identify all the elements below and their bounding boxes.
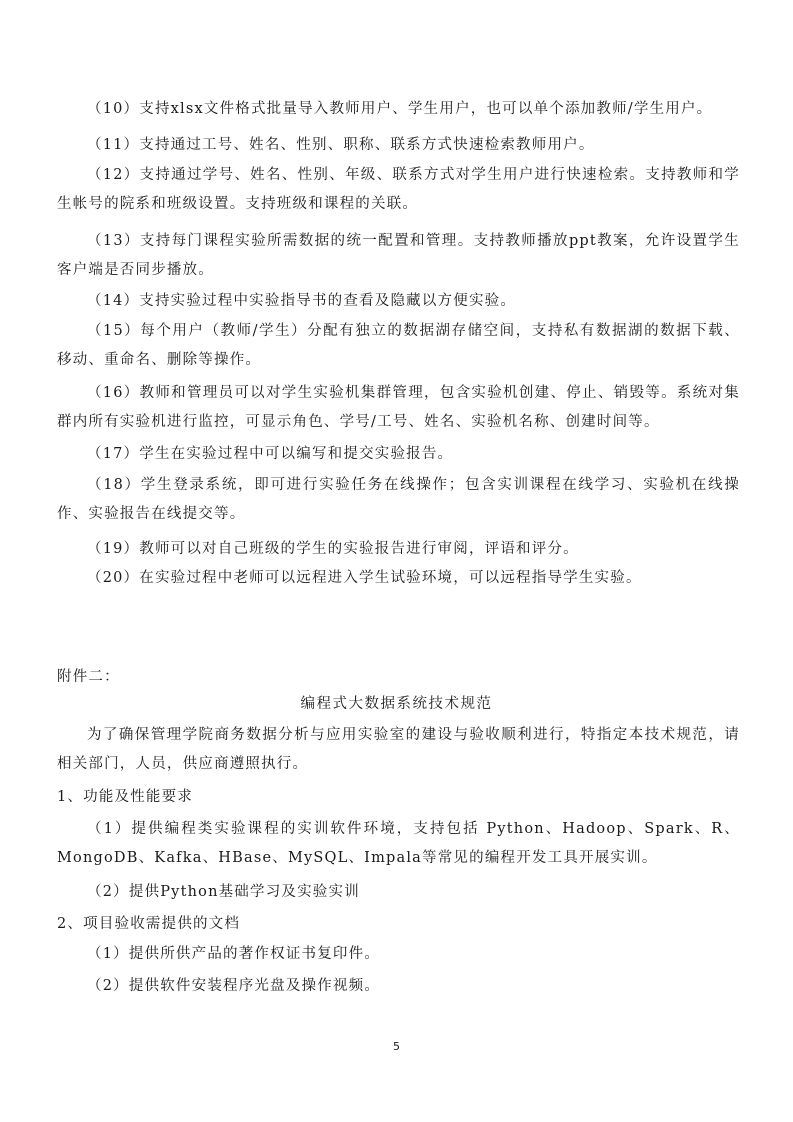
item-14: （14）支持实验过程中实验指导书的查看及隐藏以方便实验。 — [87, 293, 517, 309]
item-19: （19）教师可以对自己班级的学生的实验报告进行审阅，评语和评分。 — [87, 541, 579, 557]
section-2-heading: 2、项目验收需提供的文档 — [57, 916, 241, 932]
section-1-heading: 1、功能及性能要求 — [57, 789, 194, 805]
item-13: （13）支持每门课程实验所需数据的统一配置和管理。支持教师播放ppt教案，允许设置学生客户端是否同步播放。 — [57, 233, 740, 278]
section-2-item-1: （1）提供所供产品的著作权证书复印件。 — [87, 946, 381, 962]
item-11: （11）支持通过工号、姓名、性别、职称、联系方式快速检索教师用户。 — [87, 137, 595, 153]
section-1-item-1: （1）提供编程类实验课程的实训软件环境，支持包括 Python、Hadoop、Spark、R、MongoDB、Kafka、HBase、MySQL、Impala等常见的编程开发工具开展实训。 — [57, 821, 740, 866]
section-2-item-2: （2）提供软件安装程序光盘及操作视频。 — [87, 978, 381, 994]
attachment-intro: 为了确保管理学院商务数据分析与应用实验室的建设与验收顺利进行，特指定本技术规范，请相关部门，人员，供应商遵照执行。 — [57, 727, 740, 772]
section-1-item-2: （2）提供Python基础学习及实验实训 — [87, 884, 360, 900]
page-number: 5 — [393, 1040, 400, 1053]
attachment-title: 编程式大数据系统技术规范 — [300, 696, 493, 712]
item-16: （16）教师和管理员可以对学生实验机集群管理，包含实验机创建、停止、销毁等。系统对集群内所有实验机进行监控，可显示角色、学号/工号、姓名、实验机名称、创建时间等。 — [57, 385, 740, 430]
item-10: （10）支持xlsx文件格式批量导入教师用户、学生用户，也可以单个添加教师/学生用户。 — [87, 101, 713, 117]
item-12: （12）支持通过学号、姓名、性别、年级、联系方式对学生用户进行快速检索。支持教师和学生帐号的院系和班级设置。支持班级和课程的关联。 — [57, 167, 740, 212]
attachment-label: 附件二： — [57, 669, 120, 685]
item-17: （17）学生在实验过程中可以编写和提交实验报告。 — [87, 446, 454, 462]
item-20: （20）在实验过程中老师可以远程进入学生试验环境，可以远程指导学生实验。 — [87, 570, 642, 586]
item-15: （15）每个用户（教师/学生）分配有独立的数据湖存储空间，支持私有数据湖的数据下载、移动、重命名、删除等操作。 — [57, 323, 740, 368]
item-18: （18）学生登录系统，即可进行实验任务在线操作；包含实训课程在线学习、实验机在线操作、实验报告在线提交等。 — [57, 477, 740, 522]
